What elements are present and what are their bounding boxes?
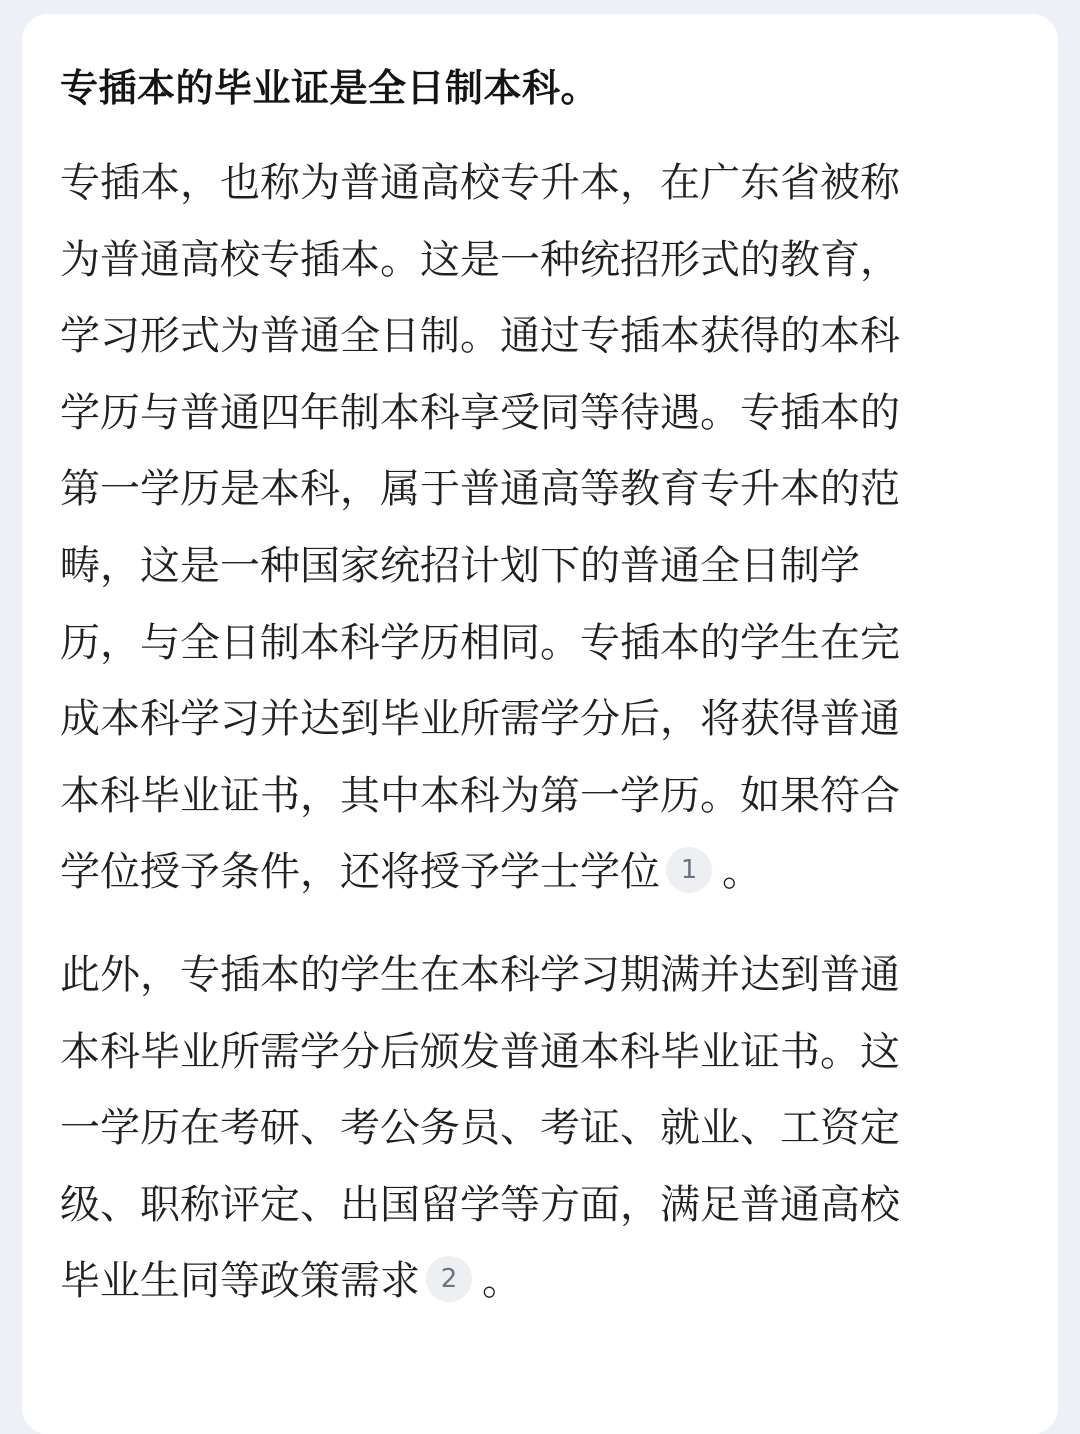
paragraph-line: 学历与普通四年制本科享受同等待遇。专插本的	[60, 389, 900, 436]
paragraph-line: 为普通高校专插本。这是一种统招形式的教育，	[60, 236, 900, 283]
paragraph-line: 历，与全日制本科学历相同。专插本的学生在完	[60, 619, 900, 666]
paragraph-line: 级、职称评定、出国留学等方面，满足普通高校	[60, 1181, 900, 1228]
answer-headline: 专插本的毕业证是全日制本科。	[60, 66, 600, 110]
citation-badge-2[interactable]: 2	[426, 1256, 472, 1302]
paragraph-line: 一学历在考研、考公务员、考证、就业、工资定	[60, 1105, 900, 1152]
paragraph-line: 成本科学习并达到毕业所需学分后，将获得普通	[60, 696, 900, 743]
end-punctuation: 。	[482, 1258, 522, 1305]
paragraph-line: 本科毕业所需学分后颁发普通本科毕业证书。这	[60, 1028, 900, 1075]
answer-paragraph-2	[60, 937, 1058, 1320]
citation-badge-1[interactable]: 1	[666, 847, 712, 893]
answer-paragraph-1	[60, 145, 1058, 911]
paragraph-last-line	[60, 834, 1058, 911]
paragraph-line: 学习形式为普通全日制。通过专插本获得的本科	[60, 313, 900, 360]
paragraph-line: 本科毕业证书，其中本科为第一学历。如果符合	[60, 772, 900, 819]
paragraph-line-text: 毕业生同等政策需求	[60, 1258, 420, 1305]
paragraph-line: 此外，专插本的学生在本科学习期满并达到普通	[60, 951, 900, 998]
paragraph-line: 专插本，也称为普通高校专升本，在广东省被称	[60, 160, 900, 206]
paragraph-last-line	[60, 1243, 1058, 1320]
paragraph-line: 第一学历是本科，属于普通高等教育专升本的范	[60, 466, 900, 513]
answer-card	[22, 14, 1058, 1434]
paragraph-line-text: 学位授予条件，还将授予学士学位	[60, 849, 660, 896]
end-punctuation: 。	[722, 849, 762, 896]
paragraph-line: 畴，这是一种国家统招计划下的普通全日制学	[60, 542, 860, 589]
